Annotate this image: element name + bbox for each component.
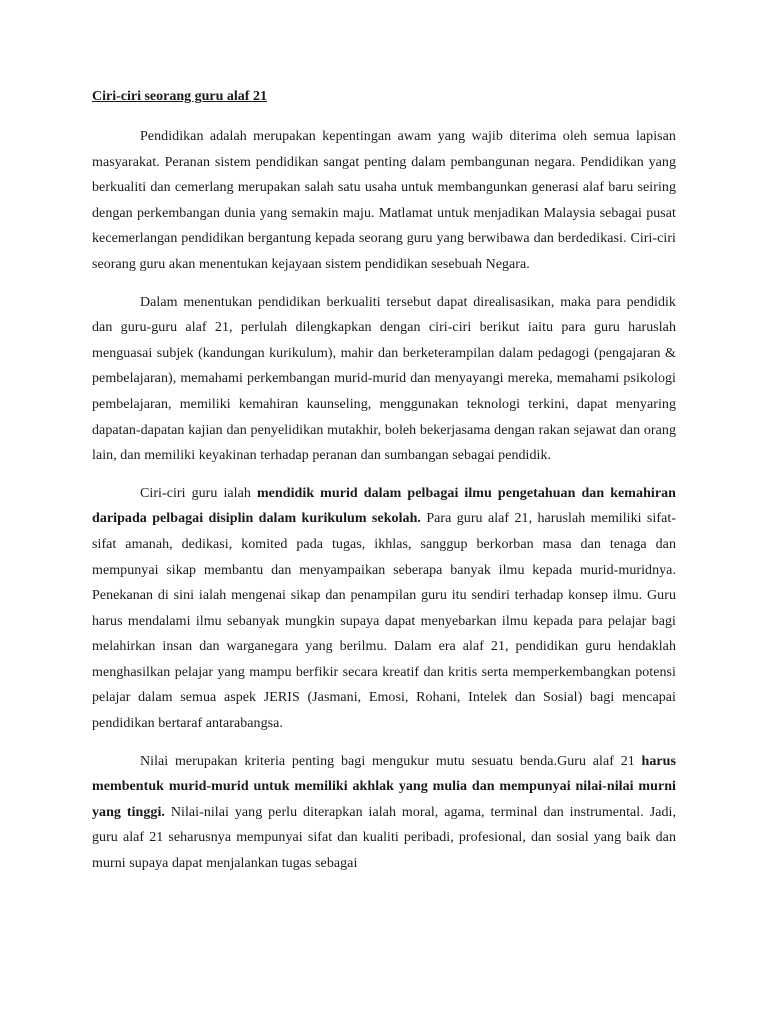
paragraph-2: [92, 290, 676, 469]
paragraph-3-text-a: Ciri-ciri guru ialah: [140, 485, 257, 501]
paragraph-1-text: Pendidikan adalah merupakan kepentingan awam yang wajib diterima oleh semua lapisan masyarakat. Peranan sistem pendidikan sangat penting dalam pembangunan negara. Pendidikan yang berkualiti dan cemerlang merupakan salah satu usaha untuk membangunkan generasi alaf baru seiring dengan perkembangan dunia yang semakin maju. Matlamat untuk menjadikan Malaysia sebagai pusat kecemerlangan pendidikan bergantung kepada seorang guru yang berwibawa dan berdedikasi. Ciri-ciri seorang guru akan menentukan kejayaan sistem pendidikan sesebuah Negara.: [92, 129, 676, 272]
paragraph-4: [92, 749, 676, 877]
paragraph-1: [92, 124, 676, 278]
paragraph-3-text-b: Para guru alaf 21, haruslah memiliki sifat-sifat amanah, dedikasi, komited pada tugas, ikhlas, sanggup berkorban masa dan tenaga dan mempunyai sikap membantu dan menyampaikan seberapa banyak ilmu kepada murid-muridnya. Penekanan di sini ialah mengenai sikap dan penampilan guru itu sendiri terhadap konsep ilmu. Guru harus mendalami ilmu sebanyak mungkin supaya dapat menyebarkan ilmu kepada para pelajar bagi melahirkan insan dan warganegara yang berilmu. Dalam era alaf 21, pendidikan guru hendaklah menghasilkan pelajar yang mampu berfikir secara kreatif dan kritis serta memperkembangkan potensi pelajar dalam semua aspek JERIS (Jasmani, Emosi, Rohani, Intelek dan Sosial) bagi mencapai pendidikan bertaraf antarabangsa.: [92, 511, 676, 732]
paragraph-4-bold-text: harus membentuk murid-murid untuk memiliki akhlak yang mulia dan mempunyai nilai-nilai murni yang tinggi.: [92, 753, 676, 820]
paragraph-4-text-b: Nilai-nilai yang perlu diterapkan ialah moral, agama, terminal dan instrumental. Jadi, guru alaf 21 seharusnya mempunyai sifat dan kualiti peribadi, profesional, dan sosial yang baik dan murni supaya dapat menjalankan tugas sebagai: [92, 804, 676, 872]
paragraph-3-bold-text: mendidik murid dalam pelbagai ilmu pengetahuan dan kemahiran daripada pelbagai disiplin dalam kurikulum sekolah.: [92, 485, 676, 527]
paragraph-4-text-a: Nilai merupakan kriteria penting bagi mengukur mutu sesuatu benda.Guru alaf 21: [140, 753, 642, 769]
paragraph-3: [92, 481, 676, 737]
paragraph-2-text: Dalam menentukan pendidikan berkualiti tersebut dapat direalisasikan, maka para pendidik dan guru-guru alaf 21, perlulah dilengkapkan dengan ciri-ciri berikut iaitu para guru haruslah menguasai subjek (kandungan kurikulum), mahir dan berketerampilan dalam pedagogi (pengajaran & pembelajaran), memahami perkembangan murid-murid dan menyayangi mereka, memahami psikologi pembelajaran, memiliki kemahiran kaunseling, menggunakan teknologi terkini, dapat menyaring dapatan-dapatan kajian dan penyelidikan mutakhir, boleh bekerjasama dengan rakan sejawat dan orang lain, dan memiliki keyakinan terhadap peranan dan sumbangan sebagai pendidik.: [92, 294, 676, 464]
document-title: Ciri-ciri seorang guru alaf 21: [92, 89, 267, 104]
